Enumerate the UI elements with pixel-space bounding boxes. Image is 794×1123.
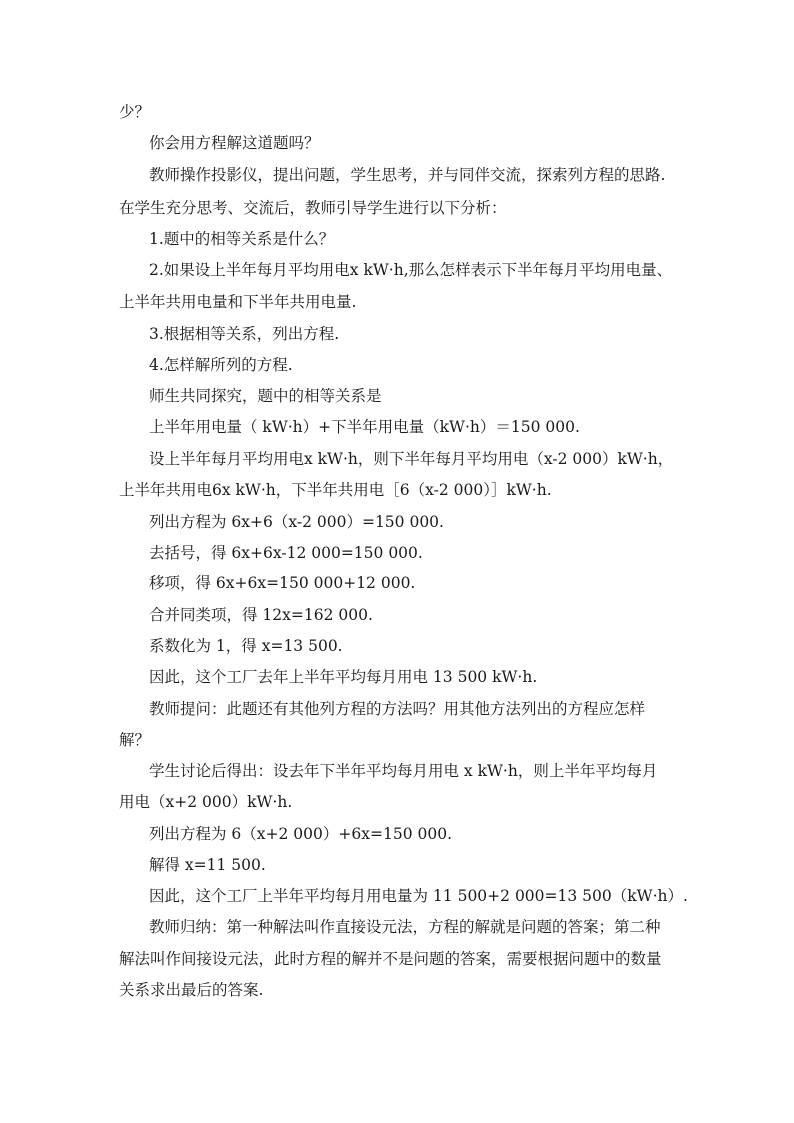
text-line: 系数化为 1，得 x=13 500. — [149, 637, 343, 655]
text-line: 4.怎样解所列的方程. — [149, 356, 293, 374]
text-line: 因此，这个工厂去年上半年平均每月用电 13 500 kW·h. — [149, 668, 538, 686]
text-line: 列出方程为 6（x+2 000）+6x=150 000. — [149, 825, 452, 843]
text-line: 关系求出最后的答案. — [119, 981, 264, 999]
text-line: 教师归纳：第一种解法叫作直接设元法，方程的解就是问题的答案；第二种 — [149, 918, 661, 936]
text-line: 因此，这个工厂上半年平均每月用电量为 11 500+2 000=13 500（kW·h）. — [149, 887, 688, 905]
text-line: 设上半年每月平均用电x kW·h，则下半年每月平均用电（x-2 000）kW·h， — [149, 450, 674, 468]
text-line: 1.题中的相等关系是什么？ — [149, 230, 335, 248]
text-line: 在学生充分思考、交流后，教师引导学生进行以下分析： — [119, 199, 507, 217]
text-line: 学生讨论后得出：设去年下半年平均每月用电 x kW·h，则上半年平均每月 — [149, 762, 658, 780]
text-line: 解法叫作间接设元法，此时方程的解并不是问题的答案，需要根据问题中的数量 — [119, 950, 662, 968]
text-line: 合并同类项，得 12x=162 000. — [149, 606, 373, 624]
text-line: 上半年共用电6x kW·h，下半年共用电［6（x-2 000）］kW·h. — [119, 481, 552, 499]
text-line: 上半年用电量（ kW·h）+下半年用电量（kW·h）＝150 000. — [149, 418, 580, 436]
text-line: 3.根据相等关系，列出方程. — [149, 325, 340, 343]
text-line: 教师操作投影仪，提出问题，学生思考，并与同伴交流，探索列方程的思路. — [149, 166, 666, 184]
text-line: 用电（x+2 000）kW·h. — [119, 793, 293, 811]
text-line: 你会用方程解这道题吗？ — [149, 134, 320, 152]
text-line: 解？ — [119, 731, 151, 749]
text-line: 少？ — [119, 103, 151, 121]
text-line: 师生共同探究，题中的相等关系是 — [149, 387, 382, 405]
text-line: 列出方程为 6x+6（x-2 000）=150 000. — [149, 513, 444, 531]
text-line: 移项，得 6x+6x=150 000+12 000. — [149, 574, 416, 592]
text-line: 解得 x=11 500. — [149, 856, 266, 874]
text-line: 上半年共用电量和下半年共用电量. — [119, 293, 357, 311]
text-line: 教师提问：此题还有其他列方程的方法吗？用其他方法列出的方程应怎样 — [149, 700, 646, 718]
text-line: 去括号，得 6x+6x-12 000=150 000. — [149, 544, 423, 562]
text-line: 2.如果设上半年每月平均用电x kW·h,那么怎样表示下半年每月平均用电量、 — [149, 261, 673, 279]
